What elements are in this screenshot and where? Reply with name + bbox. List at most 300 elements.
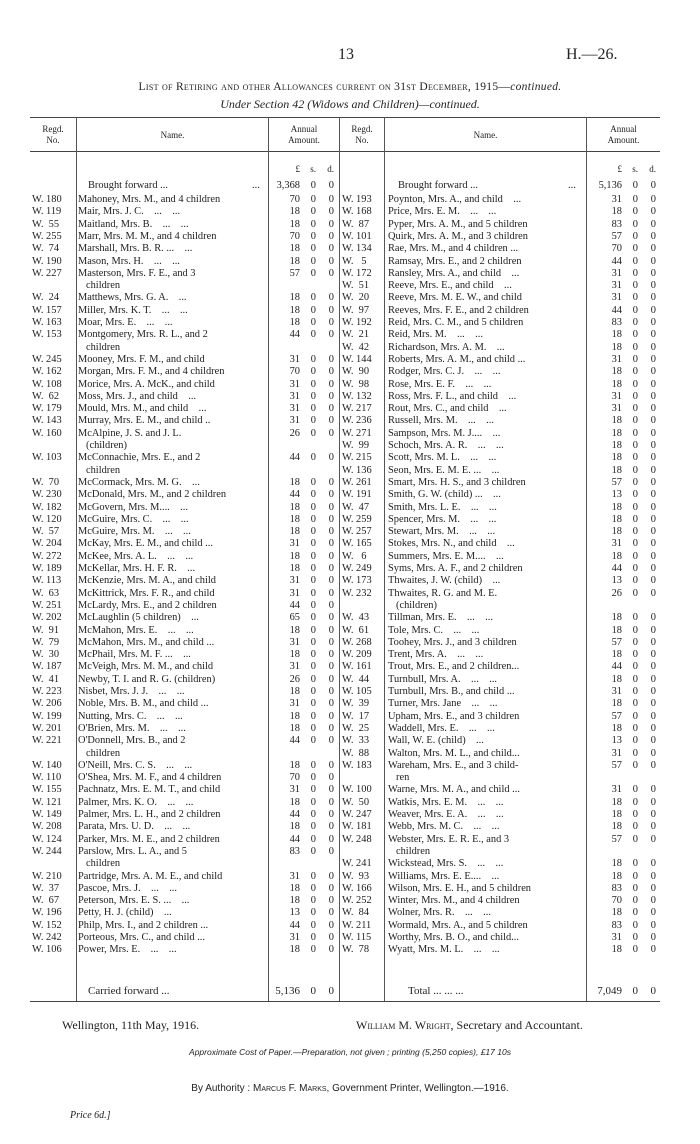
- recipient-name: Richardson, Mrs. A. M. ...: [388, 341, 505, 353]
- amount-pounds: 18: [289, 243, 300, 255]
- recipient-name: Weaver, Mrs. E. A. ... ...: [388, 809, 504, 820]
- recipient-name: Reeves, Mrs. F. E., and 2 children: [388, 304, 529, 316]
- amount-pounds: 18: [611, 550, 622, 562]
- amount-pence: 0: [328, 772, 334, 784]
- table-row: [32, 206, 362, 218]
- regd-no: W. 162: [32, 366, 62, 378]
- table-row: [342, 440, 672, 452]
- amount-shillings: 0: [632, 440, 638, 451]
- amount-pence: 0: [328, 624, 334, 636]
- table-row: [32, 698, 362, 710]
- recipient-name: Roberts, Mrs. A. M., and child ...: [388, 353, 526, 365]
- amount-pounds: 18: [611, 612, 622, 624]
- amount-pence: 0: [650, 464, 656, 476]
- regd-no: W. 211: [342, 919, 372, 931]
- regd-no: W. 271: [342, 427, 372, 439]
- table-row: [32, 403, 362, 415]
- recipient-name: McGuire, Mrs. C. ... ...: [78, 513, 189, 525]
- amount-pence: 0: [650, 476, 656, 488]
- recipient-name: Stewart, Mrs. M. ... ...: [388, 526, 496, 538]
- table-row: [342, 723, 672, 735]
- amount-pounds: 31: [611, 403, 622, 415]
- amount-shillings: 0: [310, 649, 316, 661]
- carried-forward-label: Carried forward ...: [88, 985, 170, 997]
- regd-no: W. 206: [32, 698, 62, 710]
- amount-pounds: 70: [289, 366, 300, 378]
- recipient-name: Mould, Mrs. M., and child ...: [78, 403, 207, 415]
- table-row: [342, 194, 672, 206]
- amount-pounds: 18: [611, 427, 622, 439]
- col-header-regd: Regd. No.: [42, 124, 64, 145]
- amount-shillings: 0: [632, 686, 638, 697]
- regd-no: W. 210: [32, 870, 62, 882]
- signature: William M. Wright, Secretary and Accountant.: [356, 1018, 583, 1032]
- table-row: [32, 784, 362, 796]
- regd-no: W. 204: [32, 538, 62, 550]
- amount-pence: 0: [650, 784, 656, 796]
- amount-pounds: 44: [289, 919, 300, 931]
- table-row: [342, 932, 672, 944]
- amount-pounds: 31: [289, 587, 300, 599]
- amount-shillings: 0: [310, 944, 316, 956]
- amount-pence: 0: [328, 895, 334, 907]
- recipient-name: Petty, H. J. (child) ...: [78, 907, 172, 919]
- table-row: [342, 477, 672, 489]
- recipient-name: O'Shea, Mrs. M. F., and 4 children: [78, 772, 222, 784]
- regd-no: W. 249: [342, 563, 372, 574]
- regd-no: W. 172: [342, 267, 372, 279]
- table-row: [342, 871, 672, 883]
- regd-no: W. 33: [342, 735, 370, 747]
- amount-shillings: 0: [310, 476, 316, 488]
- table-row: [342, 415, 672, 427]
- amount-shillings: 0: [310, 673, 316, 685]
- page-subtitle: Under Section 42 (Widows and Children)—continued.: [220, 97, 480, 111]
- amount-pounds: 31: [289, 403, 300, 415]
- amount-shillings: 0: [310, 845, 316, 857]
- recipient-name: Spencer, Mrs. M. ... ...: [388, 513, 497, 525]
- table-row: [32, 723, 362, 735]
- recipient-name: Wolner, Mrs. R. ... ...: [388, 907, 491, 919]
- amount-shillings: 0: [632, 427, 638, 439]
- amount-pence: 0: [328, 919, 334, 931]
- amount-pounds: 31: [289, 661, 300, 673]
- regd-no: W. 183: [342, 759, 372, 771]
- table-row: [32, 514, 362, 526]
- amount-shillings: 0: [632, 759, 638, 771]
- regd-no: W. 124: [32, 833, 62, 845]
- amount-pence: 0: [650, 673, 656, 685]
- regd-no: W. 202: [32, 612, 62, 624]
- amount-pence: 0: [650, 624, 656, 636]
- amount-pounds: 31: [611, 280, 622, 292]
- amount-pence: 0: [328, 698, 334, 710]
- table-row: [342, 403, 672, 415]
- regd-no: W. 70: [32, 476, 60, 488]
- amount-shillings: 0: [310, 194, 316, 205]
- amount-shillings: 0: [310, 636, 316, 648]
- regd-no: W. 245: [32, 353, 62, 365]
- brought-forward-label: Brought forward ...: [398, 180, 478, 191]
- amount-pence: 0: [650, 489, 656, 501]
- amount-pence: 0: [328, 267, 334, 279]
- authority-line: By Authority : Marcus F. Marks, Government Printer, Wellington.—1916.: [191, 1083, 509, 1094]
- recipient-name: children: [86, 464, 121, 476]
- amount-pence: 0: [328, 821, 334, 833]
- amount-shillings: 0: [310, 218, 316, 230]
- recipient-name: Wall, W. E. (child) ...: [388, 735, 484, 747]
- recipient-name: Reid, Mrs. M. ... ...: [388, 329, 483, 341]
- table-row: [32, 477, 362, 489]
- recipient-name: Poynton, Mrs. A., and child ...: [388, 194, 522, 205]
- amount-shillings: 0: [632, 612, 638, 624]
- table-row: [32, 551, 362, 563]
- regd-no: W. 149: [32, 809, 62, 820]
- amount-pence: 0: [650, 255, 656, 267]
- recipient-name: Price, Mrs. E. M. ... ...: [388, 206, 497, 218]
- recipient-name: Peterson, Mrs. E. S. ... ...: [78, 895, 190, 907]
- amount-pence: 0: [650, 587, 656, 599]
- amount-shillings: 0: [310, 599, 316, 611]
- amount-shillings: 0: [310, 353, 316, 365]
- amount-pounds: 18: [611, 366, 622, 378]
- amount-shillings: 0: [310, 882, 316, 894]
- amount-pounds: 44: [289, 452, 300, 464]
- amount-shillings: 0: [310, 895, 316, 907]
- table-row: [32, 428, 362, 440]
- recipient-name: McPhail, Mrs. M. F. ... ...: [78, 649, 191, 661]
- amount-pence: 0: [650, 612, 656, 624]
- amount-pounds: 18: [289, 563, 300, 574]
- recipient-name: Toohey, Mrs. J., and 3 children: [388, 636, 517, 648]
- regd-no: W. 272: [32, 550, 62, 562]
- amount-pounds: 18: [289, 686, 300, 697]
- amount-pounds: 70: [289, 230, 300, 242]
- amount-pence: 0: [650, 895, 656, 907]
- table-row: [342, 797, 672, 809]
- regd-no: W. 208: [32, 821, 62, 833]
- amount-pence: 0: [650, 513, 656, 525]
- amount-pounds: 31: [611, 784, 622, 796]
- amount-shillings: 0: [310, 501, 316, 513]
- amount-shillings: 0: [632, 636, 638, 648]
- amount-shillings: 0: [632, 722, 638, 734]
- amount-pounds: 18: [611, 513, 622, 525]
- regd-no: W. 51: [342, 280, 370, 292]
- table-row: [32, 674, 362, 686]
- amount-pounds: 83: [611, 218, 622, 230]
- recipient-name: Summers, Mrs. E. M.... ...: [388, 550, 504, 562]
- amount-pence: 0: [650, 452, 656, 464]
- table-row: [32, 317, 362, 329]
- recipient-name: Webster, Mrs. E. R. E., and 3: [388, 833, 510, 845]
- amount-pence: 0: [650, 353, 656, 365]
- amount-pounds: 18: [289, 624, 300, 636]
- amount-pounds: 57: [611, 759, 622, 771]
- amount-pence: 0: [650, 686, 656, 697]
- table-row: [32, 194, 362, 206]
- amount-pence: 0: [650, 267, 656, 279]
- amount-shillings: 0: [632, 317, 638, 328]
- recipient-name: Reid, Mrs. C. M., and 5 children: [388, 317, 524, 328]
- amount-pence: 0: [650, 870, 656, 882]
- table-row: [342, 354, 672, 366]
- table-row: [342, 231, 672, 243]
- table-row: [342, 846, 672, 858]
- table-row: [32, 366, 362, 378]
- recipient-name: Mahoney, Mrs. M., and 4 children: [78, 194, 221, 205]
- table-row: [342, 735, 672, 747]
- recipient-name: McKellar, Mrs. H. F. R. ...: [78, 563, 196, 574]
- regd-no: W. 209: [342, 649, 372, 661]
- table-row: [342, 243, 672, 255]
- amount-pounds: 83: [611, 882, 622, 894]
- amount-pounds: 31: [289, 390, 300, 402]
- pence-unit: d.: [649, 164, 656, 174]
- table-row: [342, 661, 672, 673]
- amount-shillings: 0: [310, 427, 316, 439]
- amount-shillings: 0: [632, 833, 638, 845]
- amount-pence: 0: [328, 230, 334, 242]
- table-row: [32, 231, 362, 243]
- recipient-name: Syms, Mrs. A. F., and 2 children: [388, 563, 523, 574]
- amount-pence: 0: [650, 735, 656, 747]
- amount-shillings: 0: [310, 403, 316, 415]
- table-row: [32, 268, 362, 280]
- recipient-name: Moss, Mrs. J., and child ...: [78, 390, 197, 402]
- table-row: [32, 219, 362, 231]
- regd-no: W. 181: [342, 821, 372, 833]
- amount-shillings: 0: [632, 870, 638, 882]
- recipient-name: Wyatt, Mrs. M. L. ... ...: [388, 944, 500, 956]
- recipient-name: Masterson, Mrs. F. E., and 3: [78, 267, 196, 279]
- recipient-name: Power, Mrs. E. ... ...: [78, 944, 177, 956]
- amount-shillings: 0: [310, 919, 316, 931]
- regd-no: W. 103: [32, 452, 62, 464]
- amount-shillings: 0: [310, 255, 316, 267]
- table-row: [342, 612, 672, 624]
- amount-pounds: 18: [611, 698, 622, 710]
- amount-pence: 0: [328, 735, 334, 747]
- table-row: [342, 268, 672, 280]
- amount-pounds: 18: [611, 464, 622, 476]
- table-row: [32, 526, 362, 538]
- regd-no: W. 100: [342, 784, 372, 796]
- recipient-name: Turnbull, Mrs. B., and child ...: [388, 686, 515, 697]
- col-header-regd: Regd. No.: [351, 124, 373, 145]
- recipient-name: Wickstead, Mrs. S. ... ...: [388, 858, 504, 870]
- regd-no: W. 101: [342, 230, 372, 242]
- table-top-rule: [30, 117, 660, 118]
- amount-pence: 0: [650, 649, 656, 661]
- regd-no: W. 192: [342, 317, 372, 328]
- regd-no: W. 227: [32, 267, 62, 279]
- recipient-name: Rae, Mrs. M., and 4 children ...: [388, 243, 519, 255]
- amount-shillings: 0: [632, 673, 638, 685]
- regd-no: W. 99: [342, 440, 370, 451]
- amount-shillings: 0: [632, 267, 638, 279]
- regd-no: W. 93: [342, 870, 370, 882]
- amount-pounds: 18: [611, 796, 622, 808]
- amount-pounds: 18: [289, 722, 300, 734]
- regd-no: W. 44: [342, 673, 370, 685]
- table-row: [32, 563, 362, 575]
- amount-pounds: 18: [289, 796, 300, 808]
- regd-no: W. 196: [32, 907, 62, 919]
- table-row: [32, 452, 362, 464]
- amount-shillings: 0: [632, 415, 638, 427]
- amount-shillings: 0: [632, 353, 638, 365]
- amount-pounds: 18: [289, 526, 300, 538]
- amount-pounds: 70: [289, 772, 300, 784]
- amount-shillings: 0: [310, 243, 316, 255]
- recipient-name: Smart, Mrs. H. S., and 3 children: [388, 476, 526, 488]
- recipient-name: Pachnatz, Mrs. E. M. T., and child: [78, 784, 221, 796]
- recipient-name: Tillman, Mrs. E. ... ...: [388, 612, 493, 624]
- table-row: [342, 305, 672, 317]
- amount-shillings: 0: [632, 513, 638, 525]
- amount-pence: 0: [328, 599, 334, 611]
- amount-pence: 0: [650, 194, 656, 205]
- recipient-name: Moar, Mrs. E. ... ...: [78, 317, 173, 328]
- table-row: [342, 809, 672, 821]
- table-row: [342, 538, 672, 550]
- amount-pounds: 18: [611, 673, 622, 685]
- amount-pence: 0: [650, 206, 656, 218]
- regd-no: W. 79: [32, 636, 60, 648]
- amount-shillings: 0: [632, 932, 638, 943]
- recipient-name: Wilson, Mrs. E. H., and 5 children: [388, 882, 532, 894]
- table-row: [32, 440, 362, 452]
- recipient-name: McVeigh, Mrs. M. M., and child: [78, 661, 214, 673]
- cost-note: Approximate Cost of Paper.—Preparation, not given ; printing (5,250 copies), £17 10s: [189, 1047, 511, 1057]
- regd-no: W. 105: [342, 686, 372, 697]
- amount-shillings: 0: [310, 686, 316, 697]
- amount-pounds: 44: [289, 809, 300, 820]
- brought-forward-pounds: 3,368: [276, 180, 300, 191]
- regd-no: W. 88: [342, 747, 370, 759]
- amount-pence: 0: [650, 230, 656, 242]
- amount-pounds: 70: [611, 243, 622, 255]
- recipient-name: Seon, Mrs. E. M. E. ... ...: [388, 464, 500, 476]
- amount-pounds: 18: [611, 329, 622, 341]
- amount-pounds: 13: [611, 575, 622, 587]
- table-row: [342, 489, 672, 501]
- table-row: [32, 871, 362, 883]
- regd-no: W. 132: [342, 390, 372, 402]
- recipient-name: Ransley, Mrs. A., and child ...: [388, 267, 520, 279]
- amount-pounds: 83: [289, 845, 300, 857]
- regd-no: W. 180: [32, 194, 62, 205]
- amount-pence: 0: [650, 329, 656, 341]
- amount-pence: 0: [650, 378, 656, 390]
- table-row: [32, 711, 362, 723]
- amount-pounds: 31: [289, 636, 300, 648]
- regd-no: W. 30: [32, 649, 60, 661]
- amount-shillings: 0: [632, 882, 638, 894]
- col-header-amount: Annual Amount.: [607, 124, 640, 145]
- amount-shillings: 0: [310, 833, 316, 845]
- recipient-name: McMahon, Mrs. M., and child ...: [78, 636, 215, 648]
- table-row: [342, 206, 672, 218]
- amount-pounds: 18: [289, 304, 300, 316]
- regd-no: W. 252: [342, 895, 372, 907]
- regd-no: W. 37: [32, 882, 60, 894]
- table-row: [342, 514, 672, 526]
- recipient-name: Russell, Mrs. M. ... ...: [388, 415, 494, 427]
- table-row: [32, 821, 362, 833]
- table-row: [342, 625, 672, 637]
- amount-pounds: 31: [289, 378, 300, 390]
- amount-pence: 0: [328, 206, 334, 218]
- table-header-rule: [30, 151, 660, 152]
- amount-pounds: 18: [289, 882, 300, 894]
- amount-shillings: 0: [310, 796, 316, 808]
- amount-pounds: 31: [611, 686, 622, 697]
- amount-shillings: 0: [632, 243, 638, 255]
- amount-pence: 0: [650, 341, 656, 353]
- amount-pence: 0: [650, 944, 656, 956]
- table-row: [32, 907, 362, 919]
- table-row: [342, 674, 672, 686]
- amount-pence: 0: [328, 809, 334, 820]
- regd-no: W. 63: [32, 587, 60, 599]
- regd-no: W. 152: [32, 919, 62, 931]
- recipient-name: ren: [396, 772, 410, 784]
- regd-no: W. 217: [342, 403, 372, 415]
- table-row: [342, 280, 672, 292]
- amount-shillings: 0: [632, 538, 638, 550]
- amount-shillings: 0: [310, 870, 316, 882]
- recipient-name: Parata, Mrs. U. D. ... ...: [78, 821, 191, 833]
- table-row: [32, 292, 362, 304]
- amount-pounds: 31: [611, 194, 622, 205]
- amount-pence: 0: [328, 415, 334, 427]
- amount-pence: 0: [328, 427, 334, 439]
- amount-pounds: 13: [611, 489, 622, 501]
- amount-shillings: 0: [632, 624, 638, 636]
- amount-shillings: 0: [310, 575, 316, 587]
- amount-pounds: 26: [611, 587, 622, 599]
- recipient-name: Rose, Mrs. E. F. ... ...: [388, 378, 492, 390]
- amount-pounds: 18: [611, 501, 622, 513]
- amount-pence: 0: [650, 932, 656, 943]
- table-row: [32, 858, 362, 870]
- amount-shillings: 0: [632, 784, 638, 796]
- table-row: [32, 748, 362, 760]
- recipient-name: Maitland, Mrs. B. ... ...: [78, 218, 189, 230]
- amount-shillings: 0: [310, 317, 316, 328]
- amount-shillings: 0: [310, 907, 316, 919]
- amount-pence: 0: [328, 587, 334, 599]
- amount-shillings: 0: [310, 661, 316, 673]
- amount-pence: 0: [650, 366, 656, 378]
- table-row: [342, 686, 672, 698]
- recipient-name: McAlpine, J. S. and J. L.: [78, 427, 182, 439]
- amount-shillings: 0: [632, 489, 638, 501]
- recipient-name: Smith, Mrs. L. E. ... ...: [388, 501, 497, 513]
- regd-no: W. 25: [342, 722, 370, 734]
- amount-pounds: 18: [289, 317, 300, 328]
- amount-pence: 0: [650, 403, 656, 415]
- regd-no: W. 115: [342, 932, 372, 943]
- regd-no: W. 191: [342, 489, 372, 501]
- brought-forward-pounds: 5,136: [598, 180, 622, 191]
- regd-no: W. 39: [342, 698, 370, 710]
- regd-no: W. 106: [32, 944, 62, 956]
- recipient-name: Porteous, Mrs. C., and child ...: [78, 932, 205, 943]
- table-row: [342, 502, 672, 514]
